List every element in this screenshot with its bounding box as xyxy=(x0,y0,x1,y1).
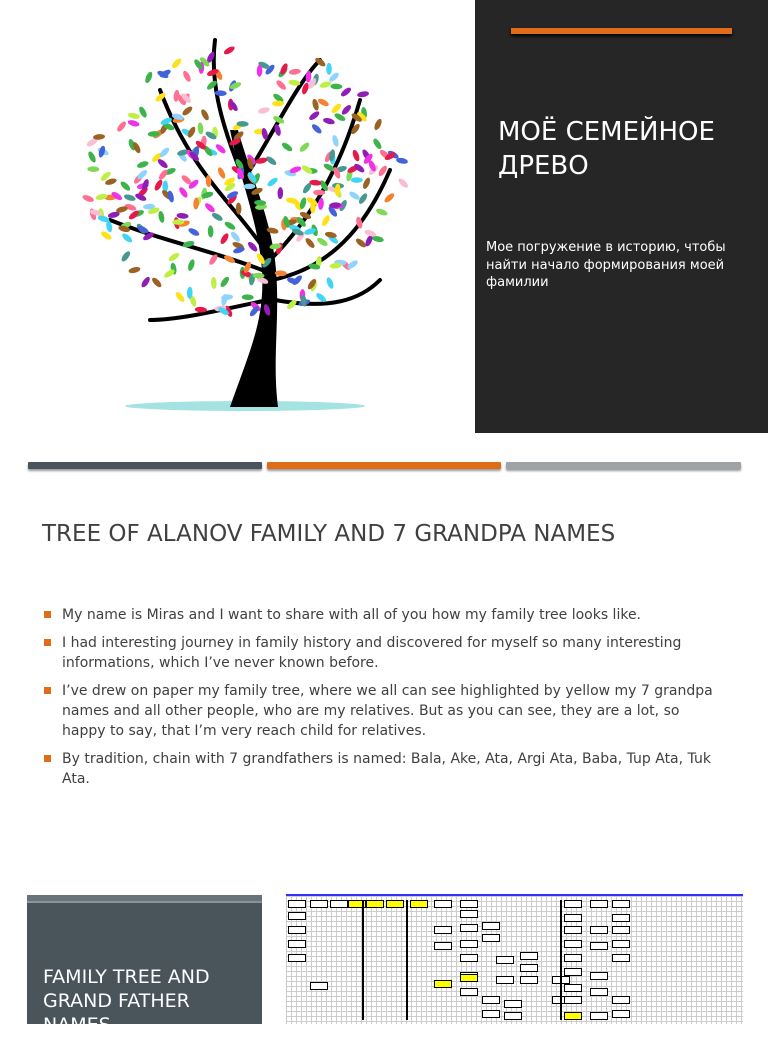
person-box xyxy=(612,954,630,962)
title-panel xyxy=(475,0,768,433)
leaf-shape xyxy=(304,237,316,250)
leaf-shape xyxy=(325,276,335,289)
leaf-shape xyxy=(219,275,231,288)
connector-line xyxy=(560,900,562,1020)
leaf-shape xyxy=(119,180,132,192)
leaf-shape xyxy=(229,230,241,243)
leaf-shape xyxy=(120,250,132,263)
leaf-shape xyxy=(82,194,95,204)
separator-bar-gray xyxy=(506,462,741,469)
leaf-shape xyxy=(211,211,224,222)
bullet-text: My name is Miras and I want to share with all of you how my family tree looks like. xyxy=(62,607,642,623)
person-box xyxy=(310,900,328,908)
leaf-shape xyxy=(200,108,211,121)
leaf-shape xyxy=(216,166,226,179)
person-box xyxy=(460,954,478,962)
leaf-shape xyxy=(383,192,396,204)
leaf-shape xyxy=(174,291,186,304)
leaf-shape xyxy=(277,187,283,199)
leaf-shape xyxy=(313,190,325,196)
leaf-shape xyxy=(127,112,140,120)
leaf-shape xyxy=(266,176,279,188)
slide-title: МОЁ СЕМЕЙНОЕ ДРЕВО xyxy=(498,117,715,181)
leaf-shape xyxy=(182,70,193,83)
leaf-shape xyxy=(170,57,182,69)
person-box xyxy=(288,940,306,948)
leaf-shape xyxy=(319,80,332,89)
list-item xyxy=(42,605,722,625)
leaf-shape xyxy=(187,259,196,272)
person-box xyxy=(434,900,452,908)
leaf-shape xyxy=(310,123,323,135)
bullet-text: I’ve drew on paper my family tree, where we all can see highlighted by yellow my 7 grandpa names and all other people, who are my relatives. But as you can see, they are a lot, so happy to say, that I’m very reach child for relatives. xyxy=(62,683,713,739)
leaf-shape xyxy=(397,177,410,189)
person-box xyxy=(460,940,478,948)
leaf-shape xyxy=(289,68,302,75)
person-box xyxy=(520,976,538,984)
panel-header-bar xyxy=(27,895,262,903)
person-box xyxy=(288,926,306,934)
person-box xyxy=(288,954,306,962)
connector-line xyxy=(406,900,408,1020)
leaf-shape xyxy=(357,90,370,98)
person-box xyxy=(590,1012,608,1020)
person-box xyxy=(504,1000,522,1008)
person-box xyxy=(482,1010,500,1018)
leaf-shape xyxy=(340,104,352,117)
person-box xyxy=(564,914,582,922)
list-item xyxy=(42,681,722,741)
leaf-shape xyxy=(316,236,329,247)
leaf-shape xyxy=(326,63,332,75)
family-tree-diagram xyxy=(286,894,743,1024)
leaf-shape xyxy=(308,110,321,122)
leaf-shape xyxy=(95,193,108,201)
section-title: FAMILY TREE AND GRAND FATHER NAMES xyxy=(43,966,210,1036)
person-box xyxy=(564,954,582,962)
leaf-shape xyxy=(330,83,342,89)
person-box xyxy=(482,996,500,1004)
leaf-shape xyxy=(348,190,361,201)
person-box xyxy=(564,900,582,908)
leaf-shape xyxy=(317,97,330,108)
leaf-shape xyxy=(121,232,134,244)
person-box xyxy=(564,1012,582,1020)
person-box xyxy=(564,984,582,992)
leaf-shape xyxy=(375,207,388,216)
person-box xyxy=(612,926,630,934)
bullet-text: I had interesting journey in family history and discovered for myself so many interesting informations, which I’ve never known before. xyxy=(62,635,682,671)
leaf-shape xyxy=(219,232,230,245)
list-item xyxy=(42,749,722,789)
person-box xyxy=(482,922,500,930)
connector-line xyxy=(362,900,364,1020)
person-box xyxy=(612,900,630,908)
leaf-shape xyxy=(320,214,331,227)
leaf-shape xyxy=(187,227,200,238)
person-box xyxy=(288,912,306,920)
person-box xyxy=(590,900,608,908)
bullet-icon xyxy=(44,611,51,618)
bullet-icon xyxy=(44,639,51,646)
bullet-icon xyxy=(44,687,51,694)
person-box xyxy=(460,924,478,932)
list-item xyxy=(42,633,722,673)
separator-bar-dark xyxy=(28,462,262,469)
person-box xyxy=(482,934,500,942)
person-box xyxy=(504,1012,522,1020)
person-box xyxy=(288,900,306,908)
leaf-shape xyxy=(351,177,363,183)
slide-subtitle: Мое погружение в историю, чтобы найти начало формирования моей фамилии xyxy=(486,240,726,290)
leaf-shape xyxy=(136,160,149,169)
leaf-shape xyxy=(181,105,194,117)
leaf-shape xyxy=(275,79,288,91)
leaf-shape xyxy=(223,220,236,231)
title-slide xyxy=(0,0,768,433)
leaf-shape xyxy=(128,266,141,274)
bullet-icon xyxy=(44,755,51,762)
leaf-shape xyxy=(167,251,180,262)
accent-bar xyxy=(511,28,732,34)
slide-heading: TREE OF ALANOV FAMILY AND 7 GRANDPA NAMES xyxy=(42,521,616,547)
person-box xyxy=(386,900,404,908)
leaf-shape xyxy=(242,294,254,300)
leaf-shape xyxy=(373,118,383,131)
leaf-shape xyxy=(322,117,335,126)
leaf-shape xyxy=(172,219,184,225)
leaf-shape xyxy=(281,141,294,153)
person-box xyxy=(612,914,630,922)
leaf-shape xyxy=(123,193,136,202)
leaf-shape xyxy=(158,210,166,223)
person-box xyxy=(434,926,452,934)
leaf-shape xyxy=(144,71,154,84)
leaf-shape xyxy=(208,225,214,237)
person-box xyxy=(564,968,582,976)
leaf-shape xyxy=(372,137,383,150)
person-box xyxy=(496,956,514,964)
leaf-shape xyxy=(87,150,97,163)
leaf-shape xyxy=(151,276,163,289)
person-box xyxy=(366,900,384,908)
bullet-text: By tradition, chain with 7 grandfathers is named: Bala, Ake, Ata, Argi Ata, Baba, Tup Ata, Tuk Ata. xyxy=(62,751,711,787)
person-box xyxy=(612,996,630,1004)
person-box xyxy=(564,940,582,948)
separator-bar-orange xyxy=(267,462,501,469)
leaf-shape xyxy=(298,141,311,153)
person-box xyxy=(590,972,608,980)
leaf-shape xyxy=(257,106,270,115)
leaf-shape xyxy=(153,179,164,192)
leaf-shape xyxy=(127,119,140,128)
colorful-tree-illustration xyxy=(40,20,440,420)
person-box xyxy=(590,988,608,996)
person-box xyxy=(434,980,452,988)
person-box xyxy=(564,926,582,934)
person-box xyxy=(460,900,478,908)
leaf-shape xyxy=(331,134,340,147)
person-box xyxy=(612,940,630,948)
leaf-shape xyxy=(211,277,217,289)
person-box xyxy=(434,942,452,950)
person-box xyxy=(590,942,608,950)
leaf-shape xyxy=(140,276,151,289)
leaf-shape xyxy=(197,122,204,135)
person-box xyxy=(410,900,428,908)
person-box xyxy=(590,926,608,934)
leaf-shape xyxy=(351,149,360,162)
leaf-shape xyxy=(330,102,342,114)
person-box xyxy=(330,900,348,908)
person-box xyxy=(496,976,514,984)
person-box xyxy=(460,910,478,918)
leaf-shape xyxy=(204,202,217,214)
leaf-shape xyxy=(355,237,368,249)
leaf-shape xyxy=(178,186,189,199)
leaf-shape xyxy=(87,166,99,172)
person-box xyxy=(564,996,582,1004)
leaf-shape xyxy=(116,120,128,133)
person-box xyxy=(310,982,328,990)
bullet-list xyxy=(42,605,722,797)
leaf-shape xyxy=(362,177,372,190)
person-box xyxy=(460,974,478,982)
person-box xyxy=(460,988,478,996)
leaf-shape xyxy=(176,213,188,220)
person-box xyxy=(520,964,538,972)
person-box xyxy=(520,952,538,960)
person-box xyxy=(612,1010,630,1018)
section-panel xyxy=(27,895,262,1036)
leaf-shape xyxy=(223,45,236,56)
